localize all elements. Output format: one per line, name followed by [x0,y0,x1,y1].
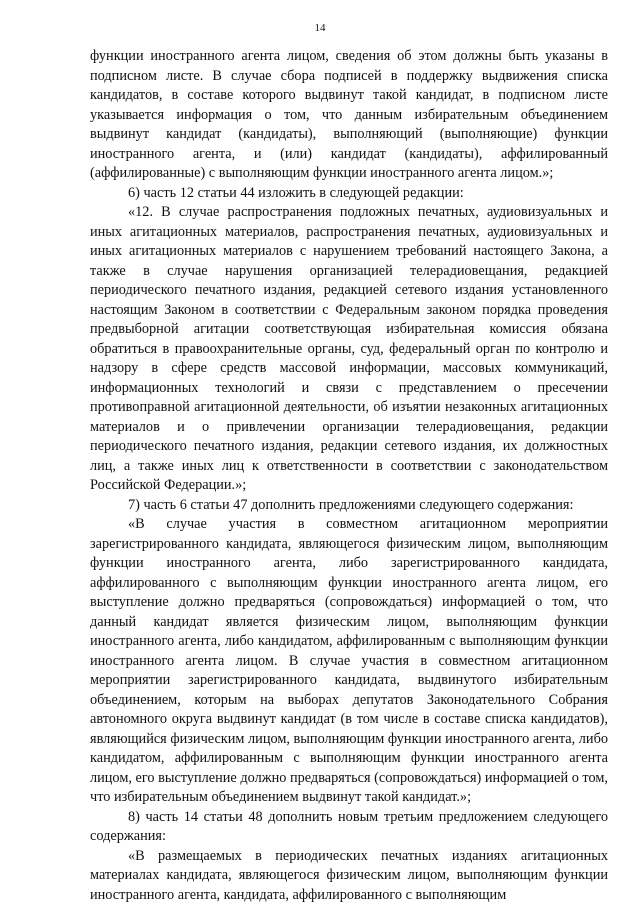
paragraph-continuation: функции иностранного агента лицом, сведения об этом должны быть указаны в подписном листе. В случае сбора подписей в поддержку выдвижения списка кандидатов, в составе которого выдвинут такой кандидат, в подписном листе указывается информация о том, что данным избирательным объединением выдвинут кандидат (кандидаты), выполняющий (выполняющие) функции иностранного агента, и (или) кандидат (кандидаты), аффилированный (аффилированные) с выполняющим функции иностранного агента лицом.»; [90,48,608,181]
paragraph-item-8: 8) часть 14 статьи 48 дополнить новым третьим предложением следующего содержания: [90,808,608,844]
page-number: 14 [314,22,326,34]
paragraph-item-7-text: «В случае участия в совместном агитационном мероприятии зарегистрированного кандидата, являющегося физическим лицом, выполняющим функции иностранного агента, либо зарегистрированного кандидата, аффилированного с выполняющим функции иностранного агента лицом, его выступление должно предваряться (сопровождаться) информацией о том, что данный кандидат является физическим лицом, выполняющим функции иностранного агента, либо кандидатом, аффилированным с выполняющим функции иностранного агента лицом. В случае участия в совместном агитационном мероприятии зарегистрированного кандидата, выдвинутого избирательным объединением, которым на выборах депутатов Законодательного Собрания автономного округа выдвинут кандидат (в том числе в составе списка кандидатов), являющийся физическим лицом, выполняющим функции иностранного агента, либо кандидатом, аффилированным с выполняющим функции иностранного агента лицом, его выступление должно предваряться (сопровождаться) информацией о том, что избирательным объединением выдвинут такой кандидат.»; [90,516,608,805]
document-body [90,47,608,905]
paragraph-item-6: 6) часть 12 статьи 44 изложить в следующей редакции: [128,184,464,201]
paragraph-item-7: 7) часть 6 статьи 47 дополнить предложениями следующего содержания: [128,496,574,513]
paragraph-item-6-text: «12. В случае распространения подложных печатных, аудиовизуальных и иных агитационных материалов, распространения печатных, аудиовизуальных и иных агитационных материалов с нарушением требований настоящего Закона, а также в случае нарушения организацией телерадиовещания, редакцией периодического печатного издания, редакцией сетевого издания установленного настоящим Законом в соответствии с Федеральным законом порядка проведения предвыборной агитации соответствующая избирательная комиссия обязана обратиться в правоохранительные органы, суд, федеральный орган по контролю и надзору в сфере средств массовой информации, массовых коммуникаций, информационных технологий и связи с представлением о пресечении противоправной агитационной деятельности, об изъятии незаконных агитационных материалов и о привлечении организации телерадиовещания, редакции периодического печатного издания, редакции сетевого издания, их должностных лиц, а также иных лиц к ответственности в соответствии с законодательством Российской Федерации.»; [90,204,608,493]
paragraph-item-8-text: «В размещаемых в периодических печатных изданиях агитационных материалах кандидата, являющегося физическим лицом, выполняющим функции иностранного агента, кандидата, аффилированного с выполняющим [90,847,608,903]
